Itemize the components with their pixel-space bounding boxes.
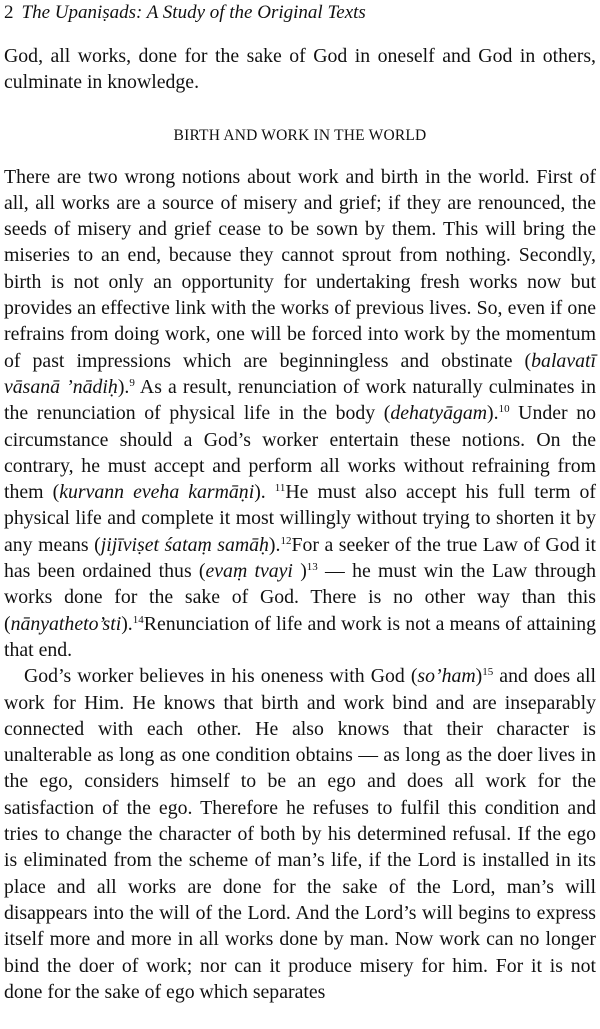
text-run: ) <box>475 665 483 688</box>
text-run: — he must win the Law through works done for the sake of God. There is no other way than this ( <box>4 560 596 635</box>
footnote-marker: 9 <box>129 376 135 389</box>
footnote-marker: 14 <box>132 613 144 626</box>
text-run: ). <box>117 375 130 398</box>
text-run: There are two wrong notions about work and birth in the world. First of all, all works are a source of misery and grief; if they are renounced, the seeds of misery and grief cease to be sown by them. This will bring the miseries to an end, because they cannot sprout from nothing. Secondly, birth is not only an opportunity for undertaking fresh works now but provides an effective link with the works of previous lives. So, even if one refrains from doing work, one will be forced into work by the momentum of past impressions which are beginningless and obstinate ( <box>4 165 596 372</box>
text-run: God’s worker believes in his oneness with God ( <box>24 665 418 688</box>
text-run: and does all work for Him. He knows that birth and work bind and are inseparably connected with each other. He also knows that their character is unalterable as long as one condition obtains — as long as the doer lives in the ego, considers himself to be an ego and does all work for the satisfaction of the ego. Therefore he refuses to fulfil this condition and tries to change the character of both by his determined refusal. If the ego is eliminated from the scheme of man’s life, if the Lord is installed in its place and all works are done for the sake of the Lord, man’s will disappears into the will of the Lord. And the Lord’s will begins to express itself more and more in all works done by man. Now work can no longer bind the doer of work; nor can it produce misery for him. For it is not done for the sake of ego which separates <box>4 665 596 1003</box>
sanskrit-term: jijīviṣet śataṃ samāḥ <box>100 533 269 556</box>
sanskrit-term: so’ham <box>417 665 476 688</box>
text-run: Under no circumstance should a God’s worker entertain these notions. On the contrary, he must accept and perform all works without refraining from them ( <box>4 402 597 504</box>
footnote-marker: 15 <box>482 666 494 679</box>
footnote-marker: 10 <box>498 403 510 416</box>
sanskrit-term: kurvann eveha karmāṇi <box>59 481 255 504</box>
text-run: ). <box>121 612 133 635</box>
text-run: As a result, renunciation of work naturally culminates in the renunciation of physical life in the body ( <box>4 375 596 425</box>
paragraph-1 <box>4 164 596 664</box>
running-head-title: The Upaniṣads: A Study of the Original Texts <box>21 2 366 23</box>
opening-paragraph: God, all works, done for the sake of God in oneself and God in others, culminate in knowledge. <box>4 45 596 94</box>
page-number: 2 <box>4 2 14 23</box>
text-run: ). <box>487 402 499 425</box>
text-run: ). <box>254 481 275 504</box>
paragraph-2 <box>4 663 596 1005</box>
sanskrit-term: nānyatheto’sti <box>10 612 122 635</box>
footnote-marker: 11 <box>274 482 286 495</box>
text-run: ). <box>268 533 281 556</box>
text-run: For a seeker of the true Law of God it has been ordained thus ( <box>4 533 596 583</box>
section-heading: BIRTH AND WORK IN THE WORLD <box>173 126 427 144</box>
footnote-marker: 12 <box>280 534 292 547</box>
sanskrit-term: balavatī vāsanā ’nādiḥ <box>4 349 596 398</box>
sanskrit-term: evaṃ tvayi <box>205 560 293 583</box>
text-run: Renunciation of life and work is not a means of attaining that end. <box>4 612 596 661</box>
sanskrit-term: dehatyāgam <box>390 402 488 425</box>
running-head <box>4 0 596 25</box>
text-run: He must also accept his full term of physical life and complete it most willingly without trying to shorten it by any means ( <box>4 481 596 556</box>
footnote-marker: 13 <box>306 561 318 574</box>
text-run: ) <box>292 560 307 583</box>
